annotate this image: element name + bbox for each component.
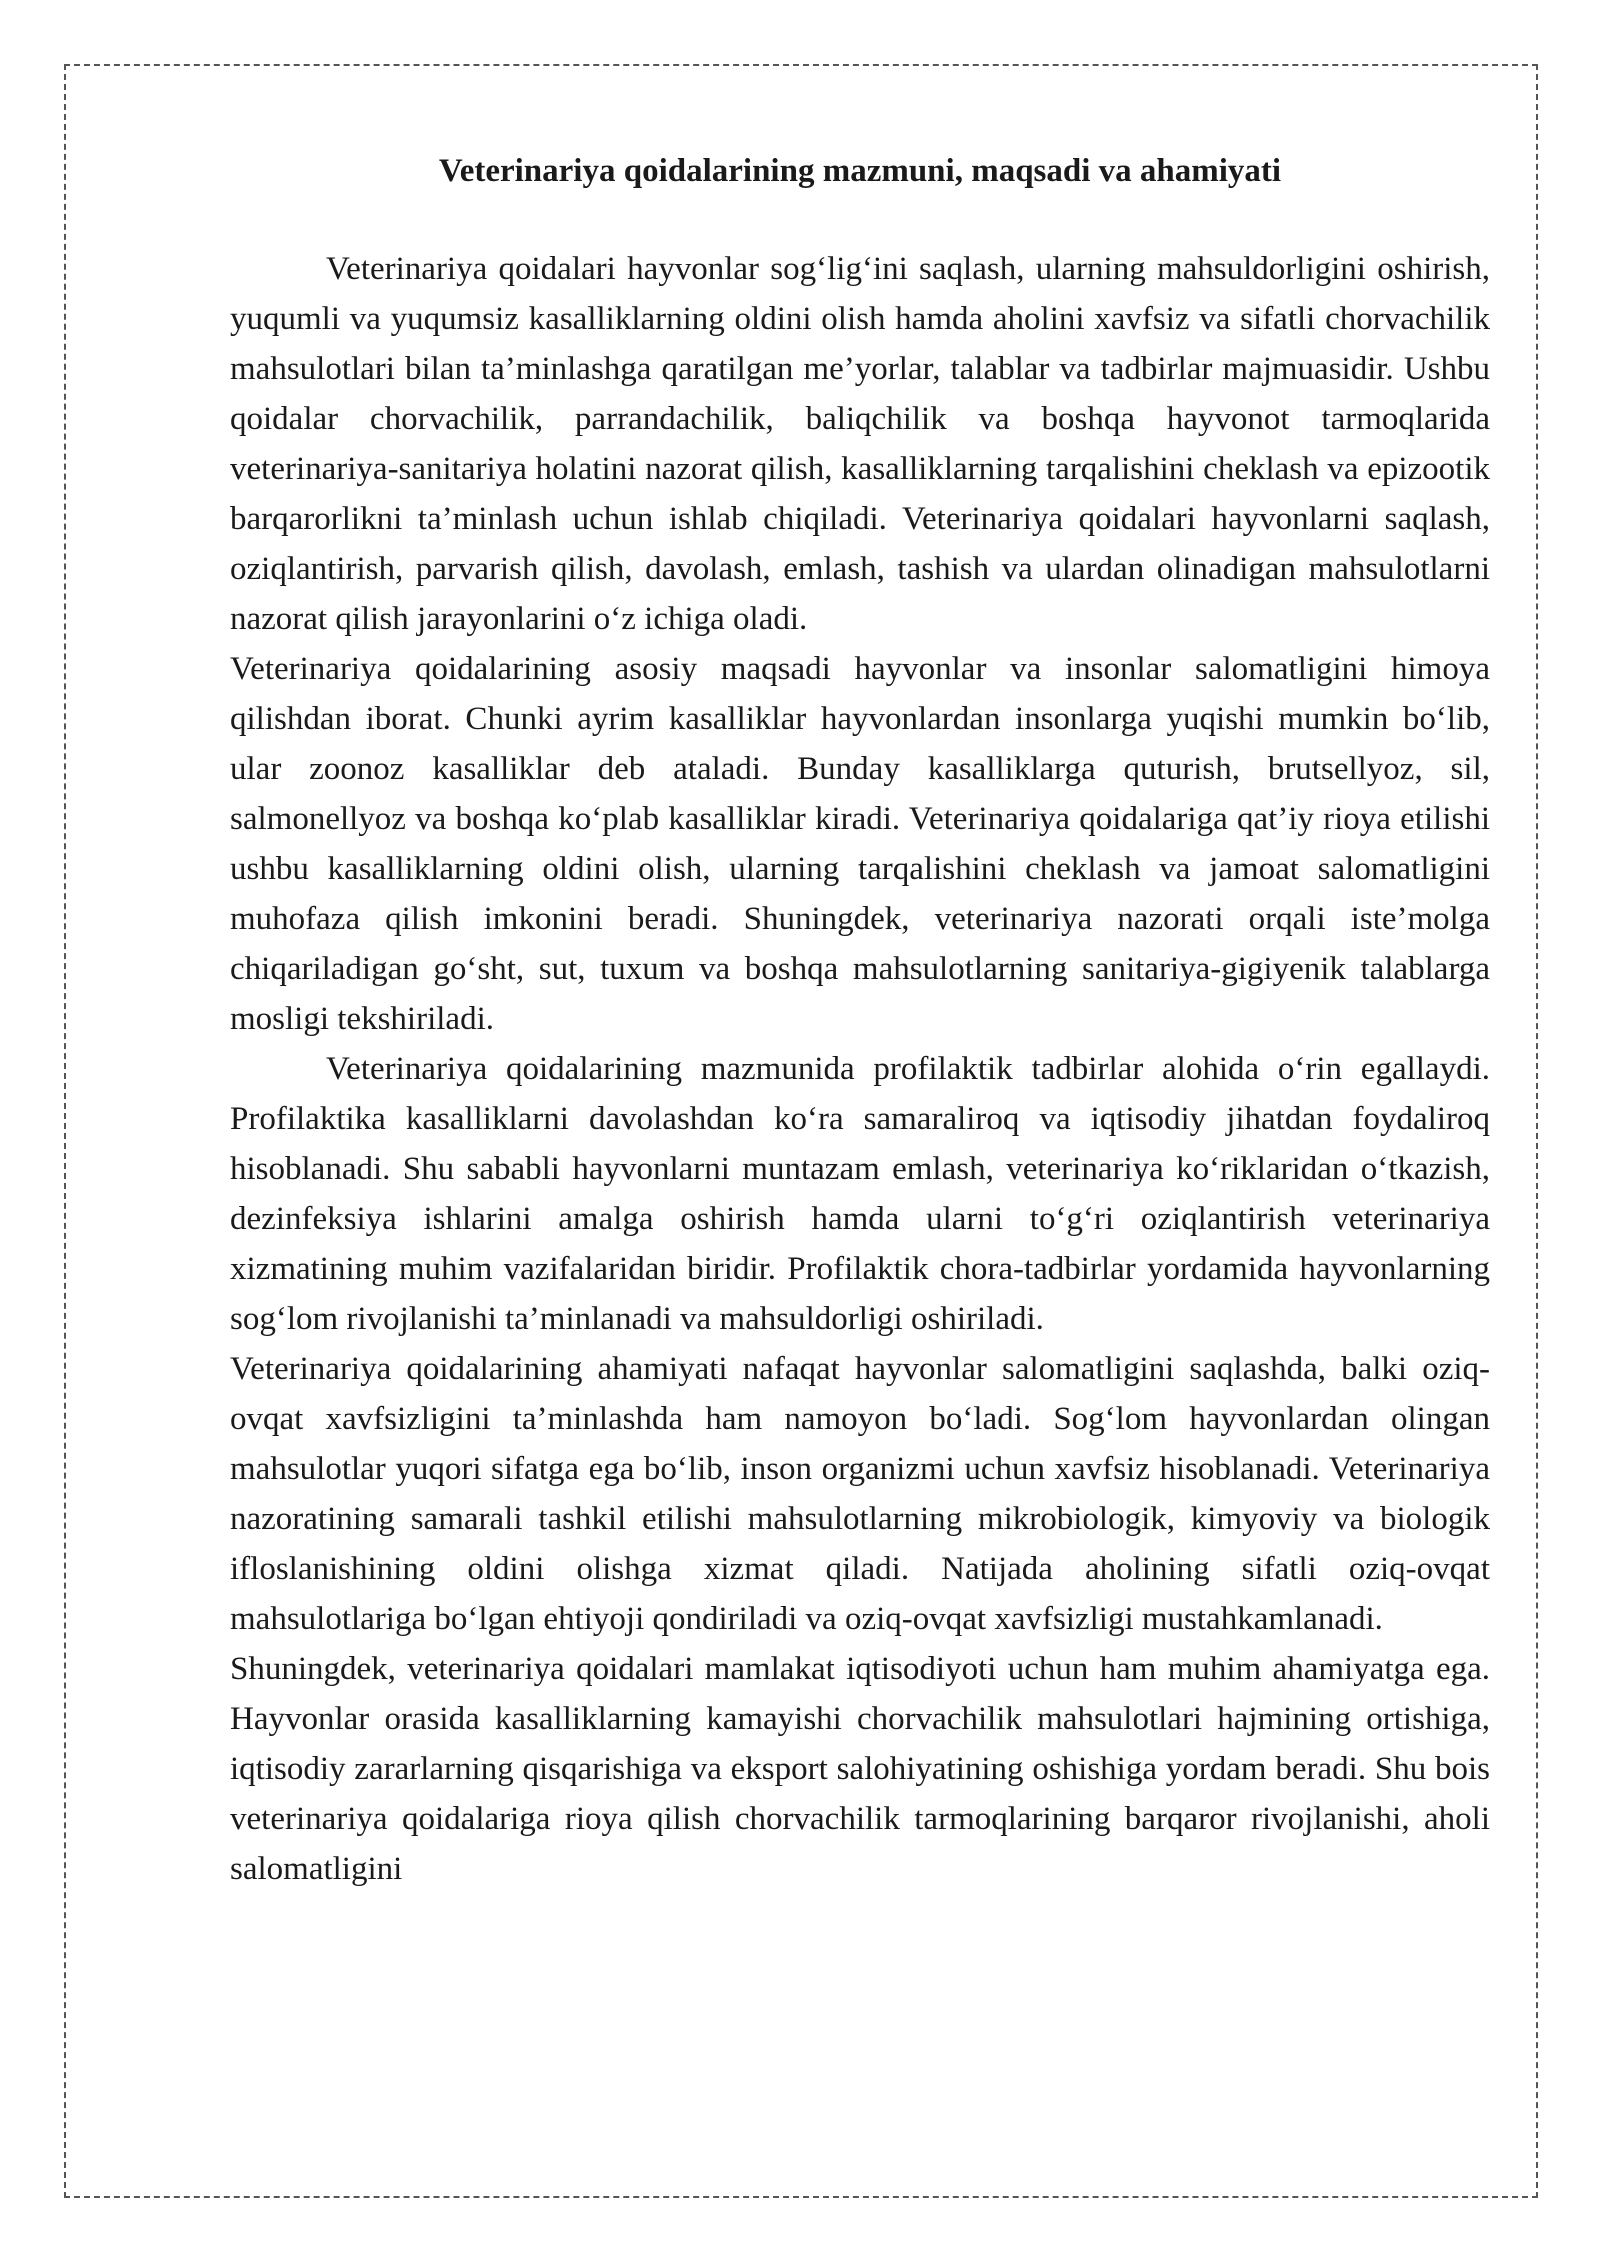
document-title: Veterinariya qoidalarining mazmuni, maqsadi va ahamiyati <box>438 153 1282 189</box>
paragraph-1: Veterinariya qoidalari hayvonlar sog‘lig‘ini saqlash, ularning mahsuldorligini oshirish, yuqumli va yuqumsiz kasalliklarning oldini olish hamda aholini xavfsiz va sifatli chorvachilik mahsulotlari bilan ta’minlashga qaratilgan me’yorlar, talablar va tadbirlar majmuasidir. Ushbu qoidalar chorvachilik, parrandachilik, baliqchilik va boshqa hayvonot tarmoqlarida veterinariya-sanitariya holatini nazorat qilish, kasalliklarning tarqalishini cheklash va epizootik barqarorlikni ta’minlash uchun ishlab chiqiladi. Veterinariya qoidalari hayvonlarni saqlash, oziqlantirish, parvarish qilish, davolash, emlash, tashish va ulardan olinadigan mahsulotlarni nazorat qilish jarayonlarini o‘z ichiga oladi. <box>230 251 1490 637</box>
document-body <box>230 148 1490 1894</box>
paragraph-5: Shuningdek, veterinariya qoidalari mamlakat iqtisodiyoti uchun ham muhim ahamiyatga ega. Hayvonlar orasida kasalliklarning kamayishi chorvachilik mahsulotlari hajmining ortishiga, iqtisodiy zararlarning qisqarishiga va eksport salohiyatining oshishiga yordam beradi. Shu bois veterinariya qoidalariga rioya qilish chorvachilik tarmoqlarining barqaror rivojlanishi, aholi salomatligini <box>230 1651 1490 1887</box>
paragraph-2: Veterinariya qoidalarining asosiy maqsadi hayvonlar va insonlar salomatligini himoya qilishdan iborat. Chunki ayrim kasalliklar hayvonlardan insonlarga yuqishi mumkin bo‘lib, ular zoonoz kasalliklar deb ataladi. Bunday kasalliklarga quturish, brutsellyoz, sil, salmonellyoz va boshqa ko‘plab kasalliklar kiradi. Veterinariya qoidalariga qat’iy rioya etilishi ushbu kasalliklarning oldini olish, ularning tarqalishini cheklash va jamoat salomatligini muhofaza qilish imkonini beradi. Shuningdek, veterinariya nazorati orqali iste’molga chiqariladigan go‘sht, sut, tuxum va boshqa mahsulotlarning sanitariya-gigiyenik talablarga mosligi tekshiriladi. <box>230 651 1490 1037</box>
paragraph-3: Veterinariya qoidalarining mazmunida profilaktik tadbirlar alohida o‘rin egallaydi. Profilaktika kasalliklarni davolashdan ko‘ra samaraliroq va iqtisodiy jihatdan foydaliroq hisoblanadi. Shu sababli hayvonlarni muntazam emlash, veterinariya ko‘riklaridan o‘tkazish, dezinfeksiya ishlarini amalga oshirish hamda ularni to‘g‘ri oziqlantirish veterinariya xizmatining muhim vazifalaridan biridir. Profilaktik chora-tadbirlar yordamida hayvonlarning sog‘lom rivojlanishi ta’minlanadi va mahsuldorligi oshiriladi. <box>230 1051 1490 1337</box>
paragraph-4: Veterinariya qoidalarining ahamiyati nafaqat hayvonlar salomatligini saqlashda, balki oziq-ovqat xavfsizligini ta’minlashda ham namoyon bo‘ladi. Sog‘lom hayvonlardan olingan mahsulotlar yuqori sifatga ega bo‘lib, inson organizmi uchun xavfsiz hisoblanadi. Veterinariya nazoratining samarali tashkil etilishi mahsulotlarning mikrobiologik, kimyoviy va biologik ifloslanishining oldini olishga xizmat qiladi. Natijada aholining sifatli oziq-ovqat mahsulotlariga bo‘lgan ehtiyoji qondiriladi va oziq-ovqat xavfsizligi mustahkamlanadi. <box>230 1351 1490 1637</box>
